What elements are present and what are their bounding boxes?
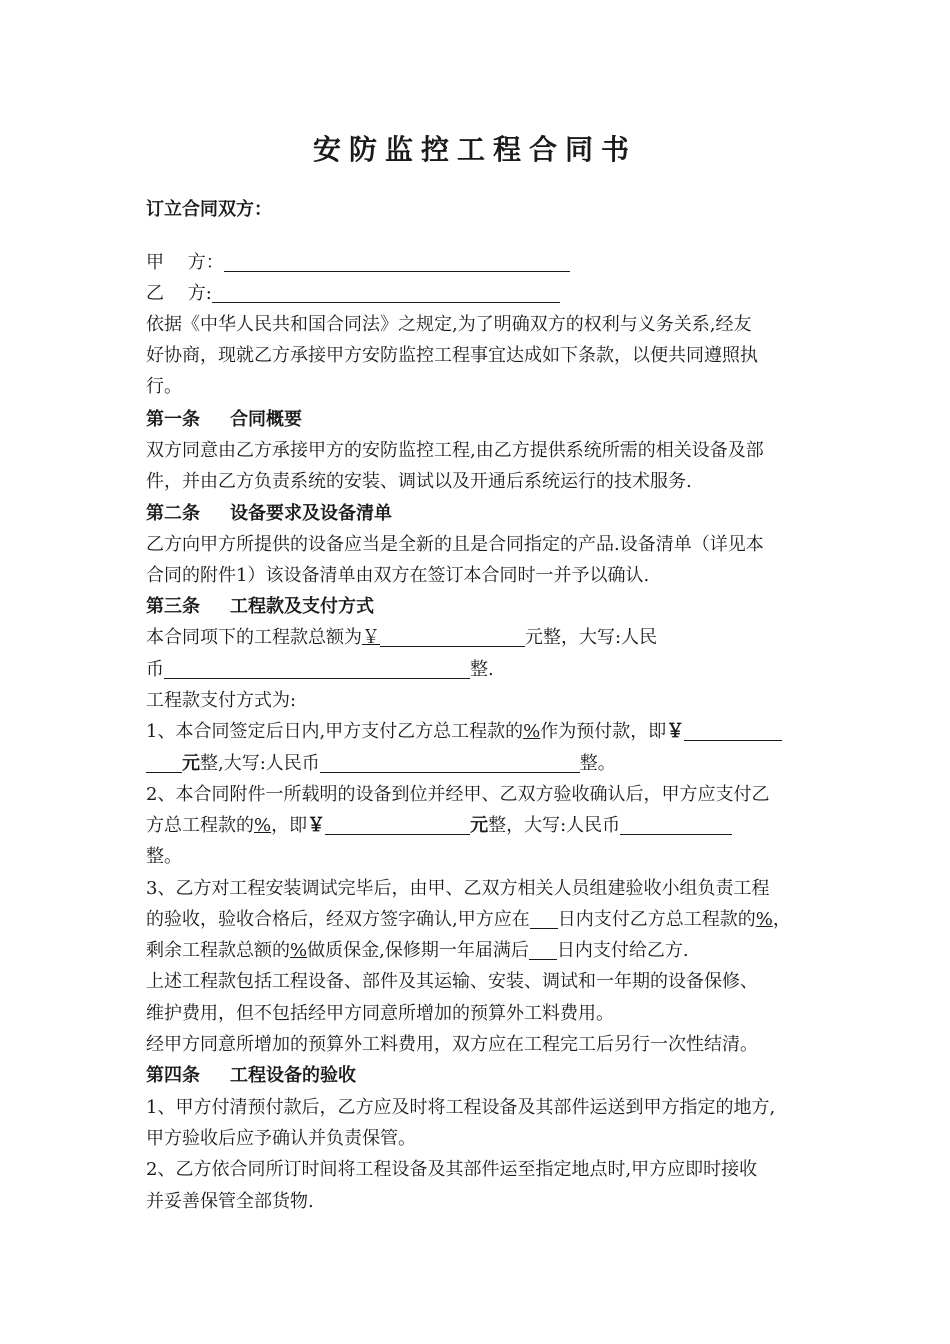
intro-line: 依据《中华人民共和国合同法》之规定,为了明确双方的权利与义务关系,经友 — [146, 314, 752, 335]
article-1-heading — [146, 405, 302, 435]
article-2-text: 合同的附件1）该设备清单由双方在签订本合同时一并予以确认. — [146, 565, 650, 586]
article-1-number: 第一条 — [146, 409, 200, 430]
article-4-text: 并妥善保管全部货物. — [146, 1191, 314, 1212]
payment-item-2: 2、本合同附件一所载明的设备到位并经甲、乙双方验收确认后，甲方应支付乙 — [146, 784, 770, 805]
prepay-amount-blank-cont[interactable] — [146, 752, 182, 773]
party-a-row — [146, 248, 570, 278]
article-2-text: 乙方向甲方所提供的设备应当是全新的且是合同指定的产品.设备清单（详见本 — [146, 534, 764, 555]
party-b-label: 乙 方: — [146, 283, 212, 304]
article-3-title: 工程款及支付方式 — [230, 596, 374, 617]
payment-item-3: 3、乙方对工程安装调试完毕后，由甲、乙双方相关人员组建验收小组负责工程 — [146, 878, 770, 899]
yen-sign: ￥ — [307, 815, 326, 836]
percent-sign: % — [755, 909, 773, 930]
article-3-number: 第三条 — [146, 596, 200, 617]
intro-line: 好协商，现就乙方承接甲方安防监控工程事宜达成如下条款，以便共同遵照执 — [146, 345, 758, 366]
payment-item-2-cont: 方总工程款的%，即￥ 元整，大写:人民币 — [146, 811, 732, 841]
article-3-heading — [146, 592, 374, 622]
total-amount-line: 本合同项下的工程款总额为￥ 元整，大写:人民 — [146, 627, 658, 648]
article-4-text: 甲方验收后应予确认并负责保管。 — [146, 1128, 416, 1149]
party-a-blank[interactable] — [224, 251, 570, 272]
payment-item-3-end: 剩余工程款总额的%做质保金,保修期一年届满后 日内支付给乙方. — [146, 940, 689, 961]
prepay-rmb-blank[interactable] — [320, 752, 580, 773]
days-blank[interactable] — [530, 908, 558, 929]
second-pay-blank[interactable] — [325, 814, 470, 835]
total-rmb-line: 币 整. — [146, 659, 494, 680]
article-4-heading — [146, 1061, 356, 1091]
intro-line: 行。 — [146, 376, 182, 397]
article-1-title: 合同概要 — [230, 409, 302, 430]
article-1-text: 双方同意由乙方承接甲方的安防监控工程,由乙方提供系统所需的相关设备及部 — [146, 440, 764, 461]
article-2-number: 第二条 — [146, 503, 200, 524]
article-4-number: 第四条 — [146, 1065, 200, 1086]
article-4-text: 1、甲方付清预付款后，乙方应及时将工程设备及其部件运送到甲方指定的地方, — [146, 1097, 776, 1118]
percent-sign: % — [523, 721, 541, 742]
yen-sign: ￥ — [666, 721, 685, 742]
payment-item-3-cont: 的验收，验收合格后，经双方签字确认,甲方应在 日内支付乙方总工程款的%， — [146, 909, 791, 930]
article-3-note: 上述工程款包括工程设备、部件及其运输、安装、调试和一年期的设备保修、 — [146, 971, 758, 992]
payment-item-1: 1、本合同签定后日内,甲方支付乙方总工程款的%作为预付款，即￥ — [146, 717, 782, 747]
percent-sign: % — [290, 940, 308, 961]
total-rmb-blank[interactable] — [164, 658, 470, 679]
warranty-days-blank[interactable] — [529, 939, 557, 960]
party-a-label: 甲 方： — [146, 252, 224, 273]
page-title: 安防监控工程合同书 — [312, 133, 637, 166]
total-amount-blank[interactable] — [380, 626, 525, 647]
article-2-title: 设备要求及设备清单 — [230, 503, 392, 524]
percent-sign: % — [254, 815, 272, 836]
article-2-heading — [146, 499, 392, 529]
yen-sign: ￥ — [362, 627, 380, 648]
second-pay-rmb-blank[interactable] — [620, 814, 732, 835]
payment-item-1-cont: 元整,大写:人民币 整。 — [146, 749, 616, 779]
party-b-blank[interactable] — [212, 282, 560, 303]
party-b-row — [146, 279, 560, 309]
prepay-amount-blank[interactable] — [684, 720, 782, 741]
article-3-note: 维护费用，但不包括经甲方同意所增加的预算外工料费用。 — [146, 1003, 614, 1024]
article-4-text: 2、乙方依合同所订时间将工程设备及其部件运至指定地点时,甲方应即时接收 — [146, 1159, 758, 1180]
article-1-text: 件，并由乙方负责系统的安装、调试以及开通后系统运行的技术服务. — [146, 471, 692, 492]
payment-item-2-end: 整。 — [146, 846, 182, 867]
parties-heading: 订立合同双方： — [146, 199, 272, 220]
payment-method-label: 工程款支付方式为: — [146, 690, 297, 711]
article-4-title: 工程设备的验收 — [230, 1065, 356, 1086]
article-3-note: 经甲方同意所增加的预算外工料费用，双方应在工程完工后另行一次性结清。 — [146, 1034, 758, 1055]
